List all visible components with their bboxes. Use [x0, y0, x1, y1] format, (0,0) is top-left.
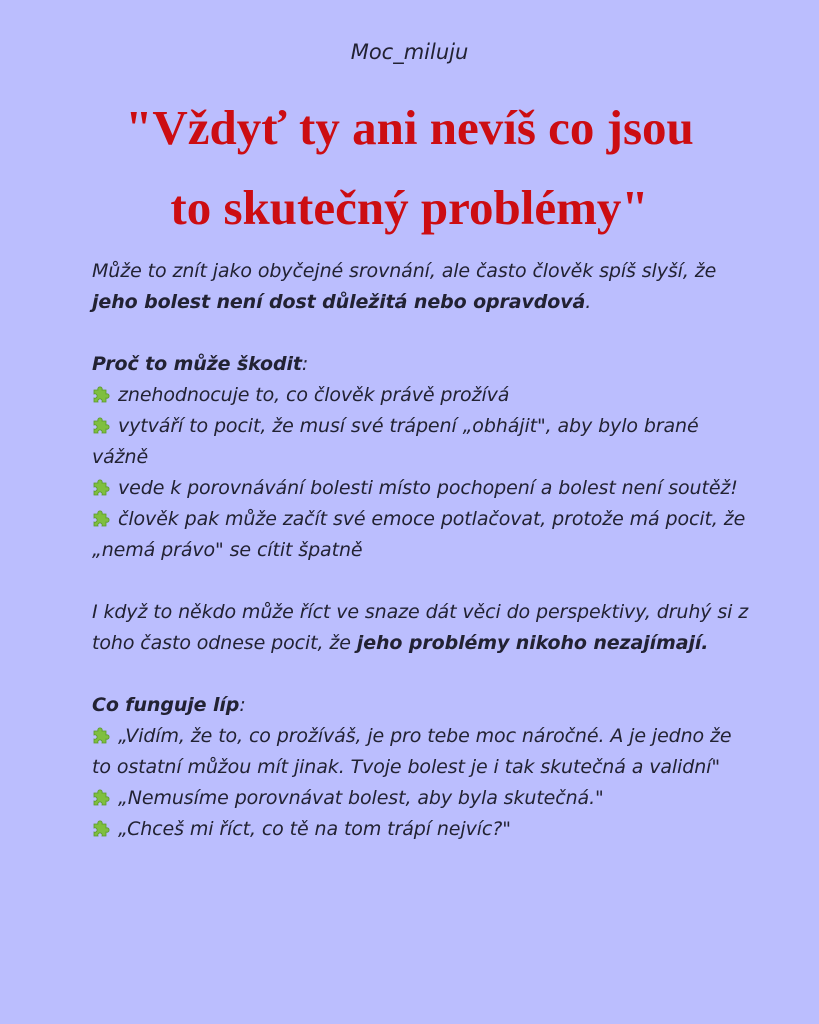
title-line-1: "Vždyť ty ani nevíš co jsou — [125, 100, 694, 155]
intro-text: Může to znít jako obyčejné srovnání, ale často člověk spíš slyší, že — [92, 260, 717, 282]
better-item-text: „Vidím, že to, co prožíváš, je pro tebe moc náročné. A je jedno že to ostatní můžou mít jinak. Tvoje bolest je i tak skutečná a validní" — [92, 725, 732, 778]
harm-item-text: vede k porovnávání bolesti místo pochopení a bolest není soutěž! — [118, 477, 738, 499]
better-list-item — [92, 721, 752, 783]
middle-text: I když to někdo může říct ve snaze dát věci do perspektivy, druhý si z toho často odnese pocit, že — [92, 601, 749, 654]
intro-period: . — [585, 291, 592, 313]
better-heading-colon: : — [239, 694, 246, 716]
post-body — [92, 256, 752, 845]
better-item-text: „Nemusíme porovnávat bolest, aby byla skutečná." — [118, 787, 604, 809]
puzzle-piece-icon — [92, 509, 110, 527]
better-heading — [92, 690, 752, 721]
middle-paragraph — [92, 597, 752, 659]
harm-list-item — [92, 380, 752, 411]
puzzle-piece-icon — [92, 819, 110, 837]
title-line-2: to skutečný problémy" — [170, 180, 649, 235]
harm-heading — [92, 349, 752, 380]
spacer — [92, 659, 752, 690]
harm-heading-colon: : — [301, 353, 309, 375]
harm-item-text: znehodnocuje to, co člověk právě prožívá — [118, 384, 510, 406]
spacer — [92, 566, 752, 597]
author-handle: Moc_miluju — [350, 40, 469, 64]
harm-list-item — [92, 504, 752, 566]
middle-emphasis: jeho problémy nikoho nezajímají. — [356, 632, 709, 654]
spacer — [92, 318, 752, 349]
puzzle-piece-icon — [92, 478, 110, 496]
harm-list-item — [92, 473, 752, 504]
puzzle-piece-icon — [92, 788, 110, 806]
harm-heading-label: Proč to může škodit — [92, 353, 302, 375]
puzzle-piece-icon — [92, 726, 110, 744]
post-title — [40, 88, 779, 248]
intro-emphasis: jeho bolest není dost důležitá nebo opravdová — [92, 291, 586, 313]
puzzle-piece-icon — [92, 385, 110, 403]
better-item-text: „Chceš mi říct, co tě na tom trápí nejvíc?" — [118, 818, 511, 840]
better-list-item — [92, 783, 752, 814]
harm-item-text: vytváří to pocit, že musí své trápení „obhájit", aby bylo brané vážně — [92, 415, 699, 468]
harm-list-item — [92, 411, 752, 473]
puzzle-piece-icon — [92, 416, 110, 434]
better-list-item — [92, 814, 752, 845]
intro-paragraph — [92, 256, 752, 318]
harm-item-text: člověk pak může začít své emoce potlačovat, protože má pocit, že „nemá právo" se cítit špatně — [92, 508, 746, 561]
better-heading-label: Co funguje líp — [92, 694, 240, 716]
